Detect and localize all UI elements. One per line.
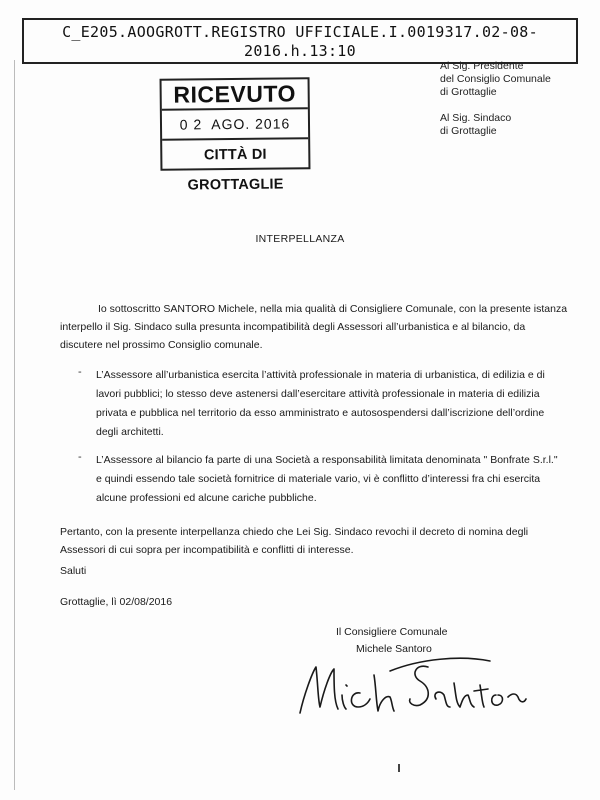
- handwritten-signature: [290, 645, 530, 725]
- document-title: INTERPELLANZA: [255, 233, 345, 245]
- scan-edge-left: [14, 60, 15, 790]
- received-stamp: [160, 77, 311, 194]
- text-line: lavori pubblici; lo stesso deve astenersi dall’esercitare attività professionale in materia di edilizia: [96, 388, 540, 400]
- text-line: alcune professioni ed alcune cariche pubbliche.: [96, 492, 317, 504]
- stamp-date: 0 2 AGO. 2016: [162, 109, 308, 141]
- conclusion-paragraph: [60, 523, 528, 559]
- text-line: Assessori di cui sopra per incompatibilità e conflitti di interesse.: [60, 544, 354, 556]
- bullet-item-bilancio: [96, 451, 558, 508]
- addressee-line: del Consiglio Comunale: [440, 73, 551, 85]
- addressee-line: Al Sig. Presidente: [440, 60, 524, 72]
- text-line: interpello il Sig. Sindaco sulla presunta incompatibilità degli Assessori all’urbanistica e al bilancio, da: [60, 321, 526, 333]
- addressee-mayor: [440, 112, 511, 138]
- text-line: e quindi essendo tale società fornitrice di materiale vario, vi è conflitto d’interessi fra chi esercita: [96, 473, 541, 485]
- bullet-item-urbanistica: [96, 366, 545, 442]
- text-line: Pertanto, con la presente interpellanza chiedo che Lei Sig. Sindaco revochi il decreto di nomina degli: [60, 526, 529, 538]
- addressee-line: di Grottaglie: [440, 86, 497, 98]
- text-line: discutere nel prossimo Consiglio comunale.: [60, 339, 263, 351]
- text-line: L’Assessore al bilancio fa parte di una Società a responsabilità limitata denominata " Bonfrate S.r.l.": [96, 454, 558, 466]
- text-line: L’Assessore all’urbanistica esercita l’attività professionale in materia di urbanistica, di edilizia e di: [96, 369, 545, 381]
- text-line: privata e pubblica nel territorio da esso amministrato e autosospendersi dall’iscrizione dell’ordine: [96, 407, 545, 419]
- protocol-line-2: 2016.h.13:10: [244, 42, 356, 60]
- place-date: Grottaglie, lì 02/08/2016: [60, 596, 173, 608]
- scan-mark: [398, 764, 400, 772]
- stamp-heading: RICEVUTO: [162, 79, 308, 111]
- protocol-registry-box: [22, 18, 578, 64]
- addressee-president: [440, 60, 551, 99]
- signatory-role: Il Consigliere Comunale: [336, 626, 448, 638]
- bullet-marker: -: [78, 366, 82, 378]
- addressee-line: Al Sig. Sindaco: [440, 112, 512, 124]
- intro-paragraph: [60, 300, 567, 354]
- protocol-line-1: C_E205.AOOGROTT.REGISTRO UFFICIALE.I.0019317.02-08-: [62, 23, 538, 41]
- greeting: Saluti: [60, 565, 87, 577]
- text-line: degli architetti.: [96, 426, 164, 438]
- text-line: Io sottoscritto SANTORO Michele, nella mia qualità di Consigliere Comunale, con la presente istanza: [98, 303, 568, 315]
- bullet-marker: -: [78, 451, 82, 463]
- stamp-city: CITTÀ DI GROTTAGLIE: [187, 146, 284, 194]
- signatory-name: Michele Santoro: [356, 643, 432, 655]
- addressee-line: di Grottaglie: [440, 125, 497, 137]
